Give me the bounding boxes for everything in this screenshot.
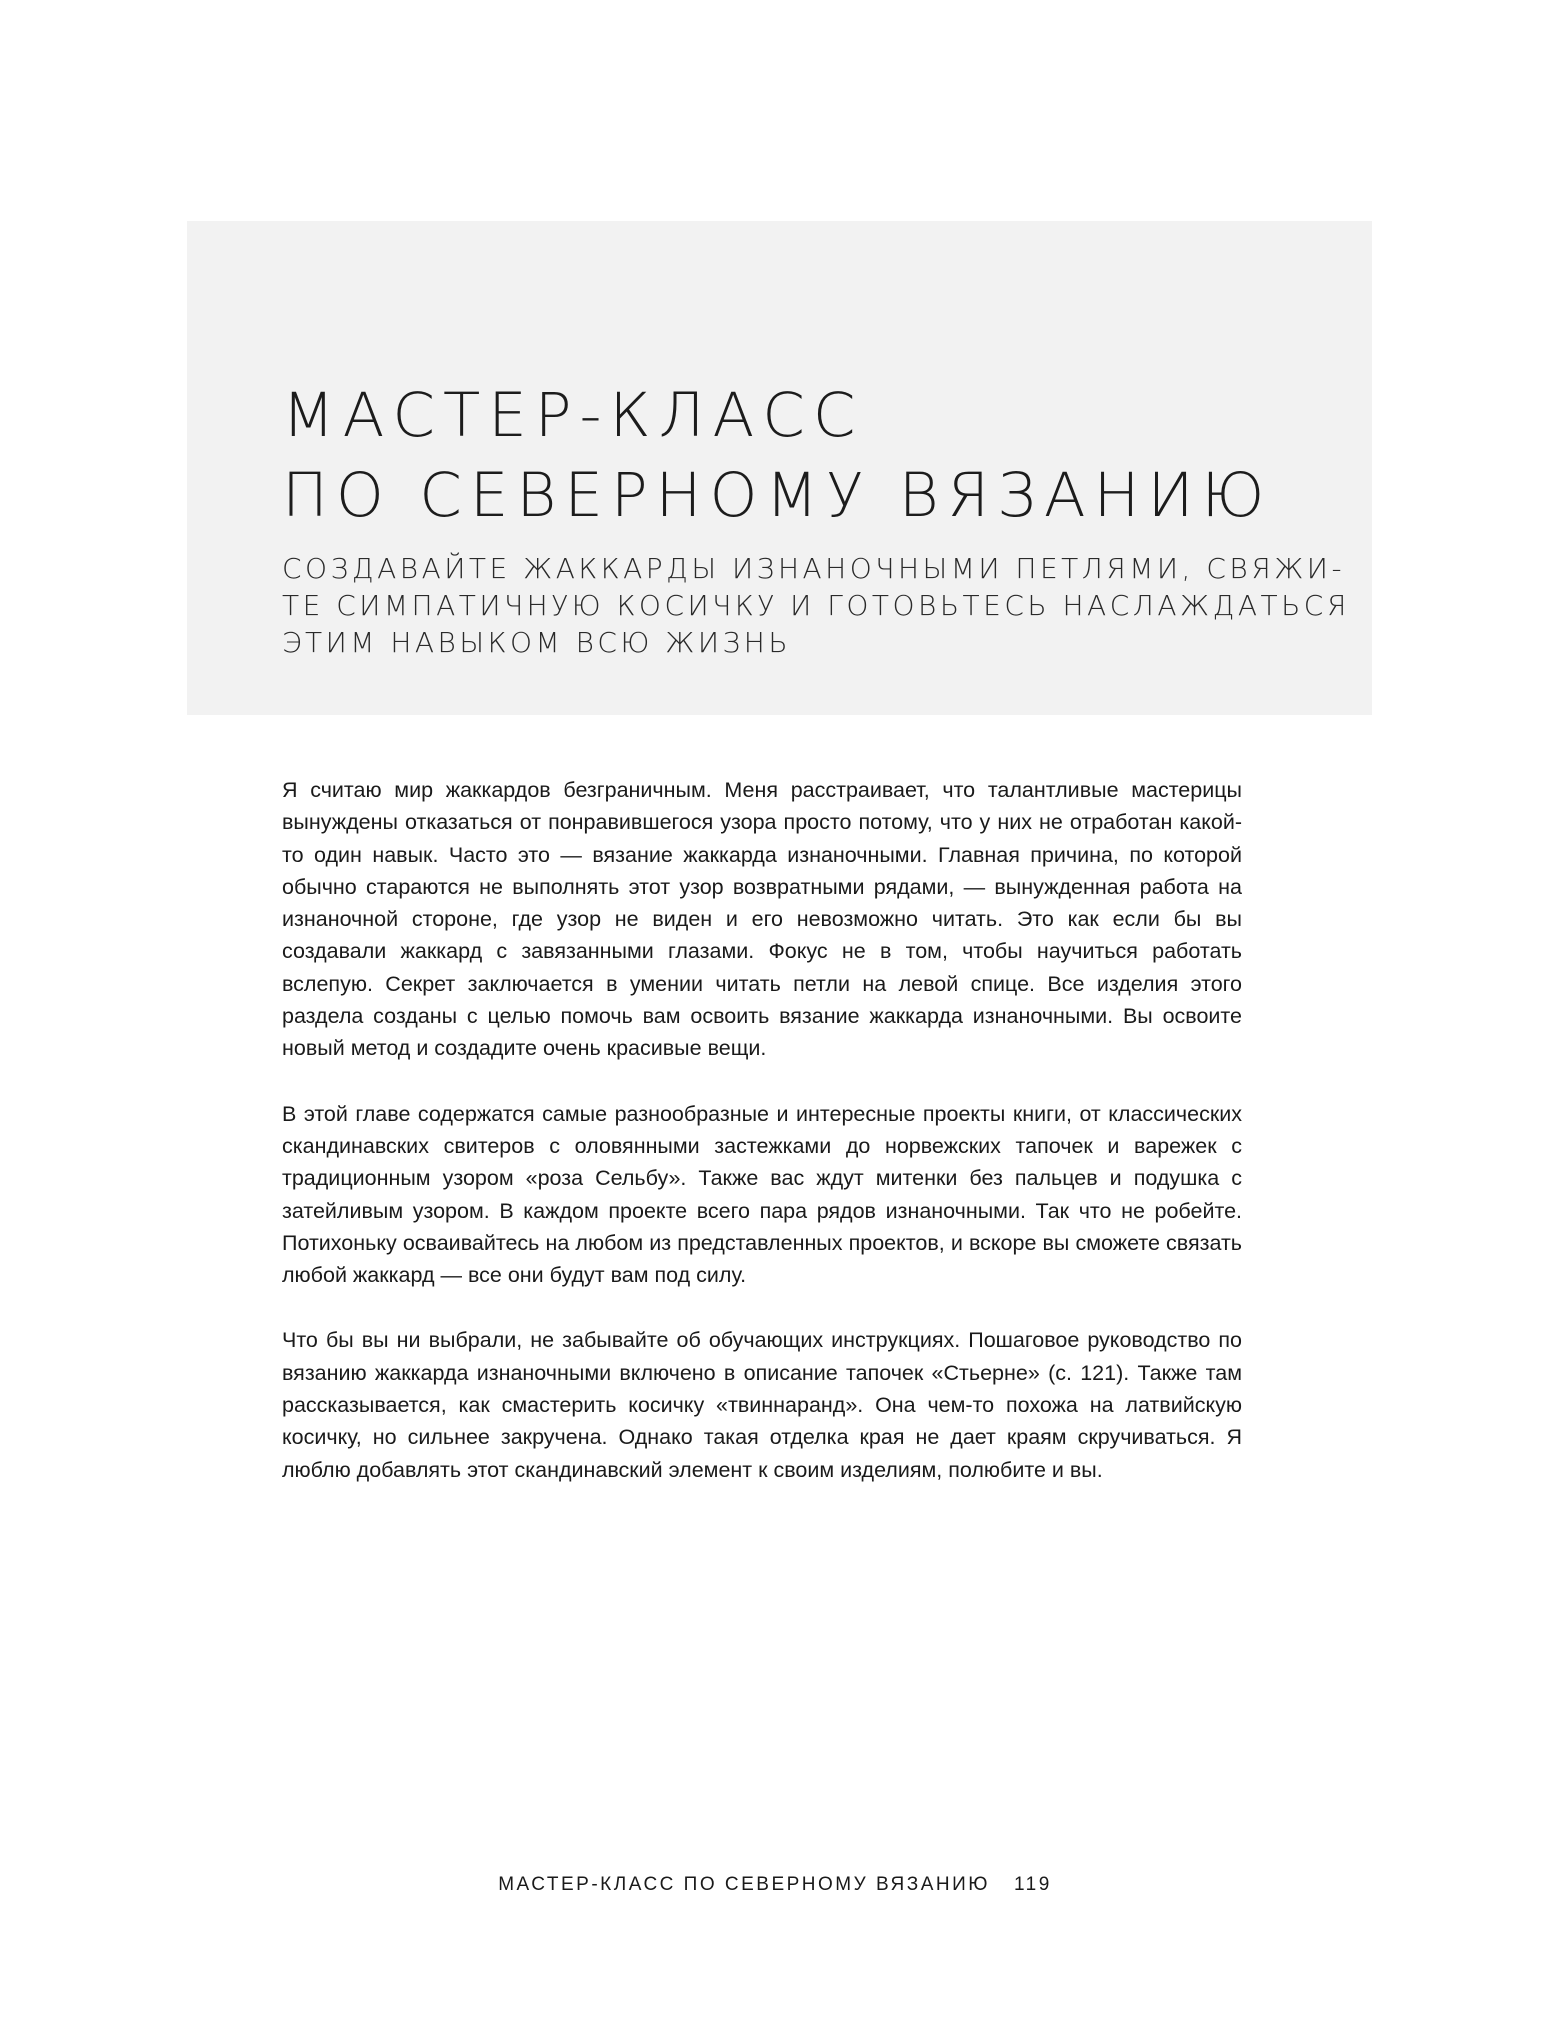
chapter-subtitle-line-1: СОЗДАВАЙТЕ ЖАККАРДЫ ИЗНАНОЧНЫМИ ПЕТЛЯМИ, СВЯЖИ- <box>282 552 1346 585</box>
page-footer <box>0 1874 1550 1896</box>
chapter-header-panel <box>187 221 1372 715</box>
running-title: МАСТЕР-КЛАСС ПО СЕВЕРНОМУ ВЯЗАНИЮ <box>498 1874 990 1895</box>
page-number: 119 <box>1013 1874 1052 1895</box>
chapter-subtitle-line-2: ТЕ СИМПАТИЧНУЮ КОСИЧКУ И ГОТОВЬТЕСЬ НАСЛАЖДАТЬСЯ <box>282 589 1350 622</box>
paragraph-instructions: Что бы вы ни выбрали, не забывайте об обучающих инструкциях. Пошаговое руководство по вязанию жаккарда изнаночными включено в описание тапочек «Стьерне» (с. 121). Также там рассказывается, как смастерить косичку «твиннаранд». Она чем-то похожа на латвийскую косичку, но сильнее закручена. Однако такая отделка края не дает краям скручиваться. Я люблю добавлять этот скандинавский элемент к своим изделиям, полюбите и вы. <box>282 1328 1242 1482</box>
chapter-subtitle-line-3: ЭТИМ НАВЫКОМ ВСЮ ЖИЗНЬ <box>282 626 792 659</box>
paragraph-projects: В этой главе содержатся самые разнообразные и интересные проекты книги, от классических скандинавских свитеров с оловянными застежками до норвежских тапочек и варежек с традиционным узором «роза Сельбу». Также вас ждут митенки без пальцев и подушка с затейливым узором. В каждом проекте всего пара рядов изнаночными. Так что не робейте. Потихоньку осваивайтесь на любом из представленных проектов, и вскоре вы сможете связать любой жаккард — все они будут вам под силу. <box>282 1101 1242 1288</box>
paragraph-intro: Я считаю мир жаккардов безграничным. Меня расстраивает, что талантливые мастерицы вынуждены отказаться от понравившегося узора просто потому, что у них не отработан какой-то один навык. Часто это — вязание жаккарда изнаночными. Главная причина, по которой обычно стараются не выполнять этот узор возвратными рядами, — вынужденная работа на изнаночной стороне, где узор не виден и его невозможно читать. Это как если бы вы создавали жаккард с завязанными глазами. Фокус не в том, чтобы научиться работать вслепую. Секрет заключается в умении читать петли на левой спице. Все изделия этого раздела созданы с целью помочь вам освоить вязание жаккарда изнаночными. Вы освоите новый метод и создадите очень красивые вещи. <box>282 778 1242 1061</box>
chapter-title-line-1: МАСТЕР-КЛАСС <box>282 380 864 451</box>
body-text <box>282 774 1242 1519</box>
chapter-title-line-2: ПО СЕВЕРНОМУ ВЯЗАНИЮ <box>282 460 1273 531</box>
chapter-title <box>282 376 1372 536</box>
chapter-subtitle <box>282 550 1372 661</box>
